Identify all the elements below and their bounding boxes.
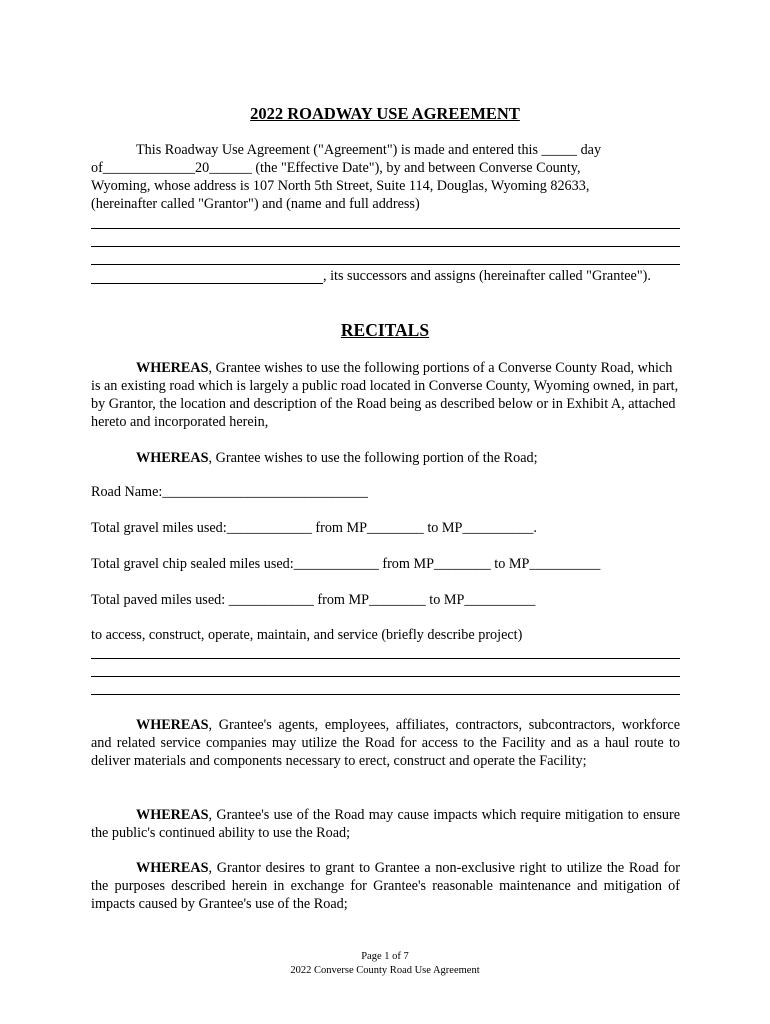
recitals-heading: RECITALS [340,320,430,340]
document-title: 2022 ROADWAY USE AGREEMENT [250,104,520,123]
intro-line-4: (hereinafter called "Grantor") and (name and full address) [91,196,420,212]
project-description-label: to access, construct, operate, maintain, and service (briefly describe project) [91,627,523,643]
whereas-paragraph-1 [91,359,680,431]
whereas-text: , Grantee wishes to use the following portion of the Road; [208,450,538,466]
project-line-3 [91,694,680,695]
project-line-2 [91,676,680,677]
project-line-1 [91,658,680,659]
gravel-miles-field: Total gravel miles used:____________ from MP________ to MP__________. [91,520,537,536]
whereas-text: , Grantee wishes to use the following portions of a Converse County Road, which is an existing road which is largely a public road located in Converse County, Wyoming owned, in part, by Grantor, the location and description of the Road being as described below or in Exhibit A, attached hereto and incorporated herein, [91,360,679,430]
whereas-lead: WHEREAS [136,360,209,376]
whereas-paragraph-2 [91,449,680,467]
footer-document-name: 2022 Converse County Road Use Agreement [290,965,480,976]
whereas-lead: WHEREAS [136,450,209,466]
grantee-address-line-4 [91,283,323,284]
chip-sealed-miles-field: Total gravel chip sealed miles used:____________ from MP________ to MP__________ [91,556,601,572]
grantee-address-line-3 [91,264,680,265]
whereas-paragraph-5 [91,859,680,913]
whereas-text: , Grantee's use of the Road may cause impacts which require mitigation to ensure the public's continued ability to use the Road; [91,807,680,841]
whereas-lead: WHEREAS [136,860,209,876]
whereas-lead: WHEREAS [136,807,209,823]
grantee-address-line-2 [91,246,680,247]
footer-page-number: Page 1 of 7 [361,951,409,962]
paved-miles-field: Total paved miles used: ____________ from MP________ to MP__________ [91,592,536,608]
whereas-text: , Grantor desires to grant to Grantee a non-exclusive right to utilize the Road for the purposes described herein in exchange for Grantee's reasonable maintenance and mitigation of impacts caused by Grantee's use of the Road; [91,860,680,912]
intro-line-3: Wyoming, whose address is 107 North 5th Street, Suite 114, Douglas, Wyoming 82633, [91,178,590,194]
intro-line-1: This Roadway Use Agreement ("Agreement") is made and entered this _____ day [136,142,602,158]
intro-line-2: of_____________20______ (the "Effective Date"), by and between Converse County, [91,160,581,176]
whereas-text: , Grantee's agents, employees, affiliates, contractors, subcontractors, workforce and related service companies may utilize the Road for access to the Facility and as a haul route to deliver materials and components necessary to erect, construct and operate the Facility; [91,717,680,769]
road-name-field: Road Name:_____________________________ [91,484,369,500]
grantee-address-line-1 [91,228,680,229]
successors-clause: , its successors and assigns (hereinafter called "Grantee"). [323,268,651,284]
whereas-lead: WHEREAS [136,717,209,733]
whereas-paragraph-4 [91,806,680,842]
whereas-paragraph-3 [91,716,680,770]
